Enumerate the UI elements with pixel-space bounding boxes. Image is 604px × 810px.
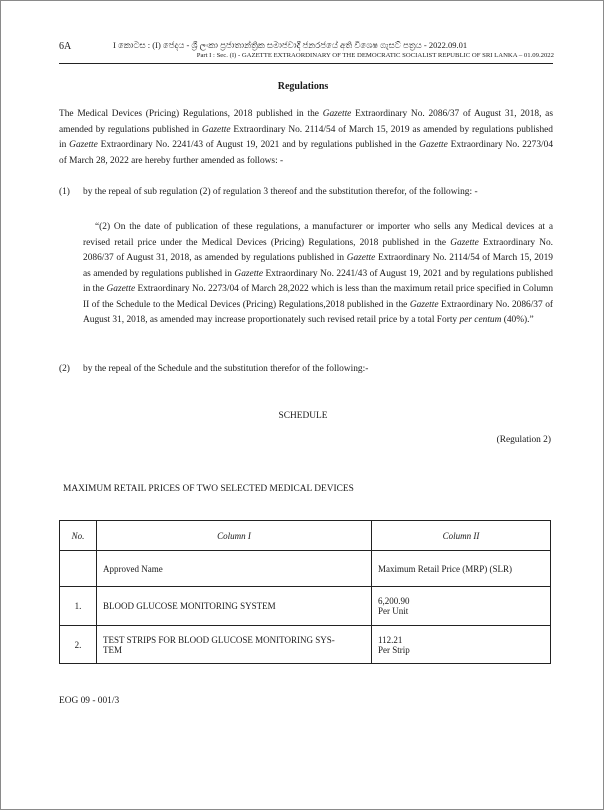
header-english-line: Part I : Sec. (I) - GAZETTE EXTRAORDINARY OF THE DEMOCRATIC SOCIALIST REPUBLIC OF SRI LANKA – 01.09.2022 [196, 52, 554, 59]
row-price-cell [372, 626, 551, 664]
item-1-text: by the repeal of sub regulation (2) of regulation 3 thereof and the substitution therefor, of the following: - [83, 187, 478, 197]
subheader-no [60, 551, 97, 587]
row-approved-name: TEST STRIPS FOR BLOOD GLUCOSE MONITORING SYS- [103, 634, 335, 645]
row-price: 112.21 [378, 634, 403, 645]
regulation-reference: (Regulation 2) [496, 435, 551, 445]
table-header-row [60, 521, 551, 551]
table-row [60, 626, 551, 664]
item-2-number: (2) [59, 364, 70, 374]
document-code: EOG 09 - 001/3 [59, 696, 120, 706]
header-sinhala-line: I කොටස : (I) ජෙදය - ශ්‍රී ලංකා ප්‍රජාතාන්ත්‍රික සමාජවාදී ජනරජයේ අති විශෙෂ ගැසට් පත්‍රය - 2022.09.01 [113, 40, 468, 50]
row-price-unit: Per Strip [378, 644, 410, 655]
header-column-2: Column II [372, 521, 551, 551]
item-2-text: by the repeal of the Schedule and the substitution therefor of the following:- [83, 364, 369, 374]
item-1-number: (1) [59, 187, 70, 197]
table-row [60, 587, 551, 626]
header-column-1: Column I [97, 521, 372, 551]
row-price: 6,200.90 [378, 596, 410, 606]
header-no: No. [60, 521, 97, 551]
row-price-cell [372, 587, 551, 626]
intro-paragraph: The Medical Devices (Pricing) Regulations, 2018 published in the Gazette Extraordinary No. 2086/37 of August 31, 2018, as amended by regulations published in Gazette Extraordinary No. 2114/54 of March 15, 2019 as amended by regulations published in Gazette Extraordinary No. 2241/43 of August 19, 2021 and by regulations published in the Gazette Extraordinary No. 2273/04 of March 28, 2022 are hereby further amended as follows: - [59, 109, 554, 166]
header-divider [59, 63, 553, 64]
page-number: 6A [59, 41, 72, 52]
row-price-unit: Per Unit [378, 606, 409, 616]
row-number: 2. [60, 626, 97, 664]
row-approved-name-cont: TEM [103, 644, 122, 655]
prices-table [59, 520, 551, 664]
row-approved-name: BLOOD GLUCOSE MONITORING SYSTEM [97, 587, 372, 626]
row-approved-name-cell [97, 626, 372, 664]
quoted-regulation: “(2) On the date of publication of these regulations, a manufacturer or importer who sells any Medical devices at a revised retail price under the Medical Devices (Pricing) Regulations, 2018 published in the Gazette Extraordinary No. 2086/37 of August 31, 2018, as amended by regulations published in Gazette Extraordinary No. 2114/54 of March 15, 2019 as amended by regulations published in Gazette Extraordinary No. 2241/43 of August 19, 2021 and by regulations published in the Gazette Extraordinary No. 2273/04 of March 28,2022 which is less than the maximum retail price specified in Column II of the Schedule to the Medical Devices (Pricing) Regulations,2018 published in the Gazette Extraordinary No. 2086/37 of August 31, 2018, as amended may increase proportionately such revised retail price by a total Forty per centum (40%).” [83, 222, 554, 325]
subheader-mrp: Maximum Retail Price (MRP) (SLR) [372, 551, 551, 587]
table-subheader-row [60, 551, 551, 587]
row-number: 1. [60, 587, 97, 626]
table-caption: MAXIMUM RETAIL PRICES OF TWO SELECTED MEDICAL DEVICES [63, 484, 354, 494]
subheader-approved-name: Approved Name [97, 551, 372, 587]
page-title: Regulations [277, 81, 329, 92]
schedule-heading: SCHEDULE [278, 411, 328, 421]
